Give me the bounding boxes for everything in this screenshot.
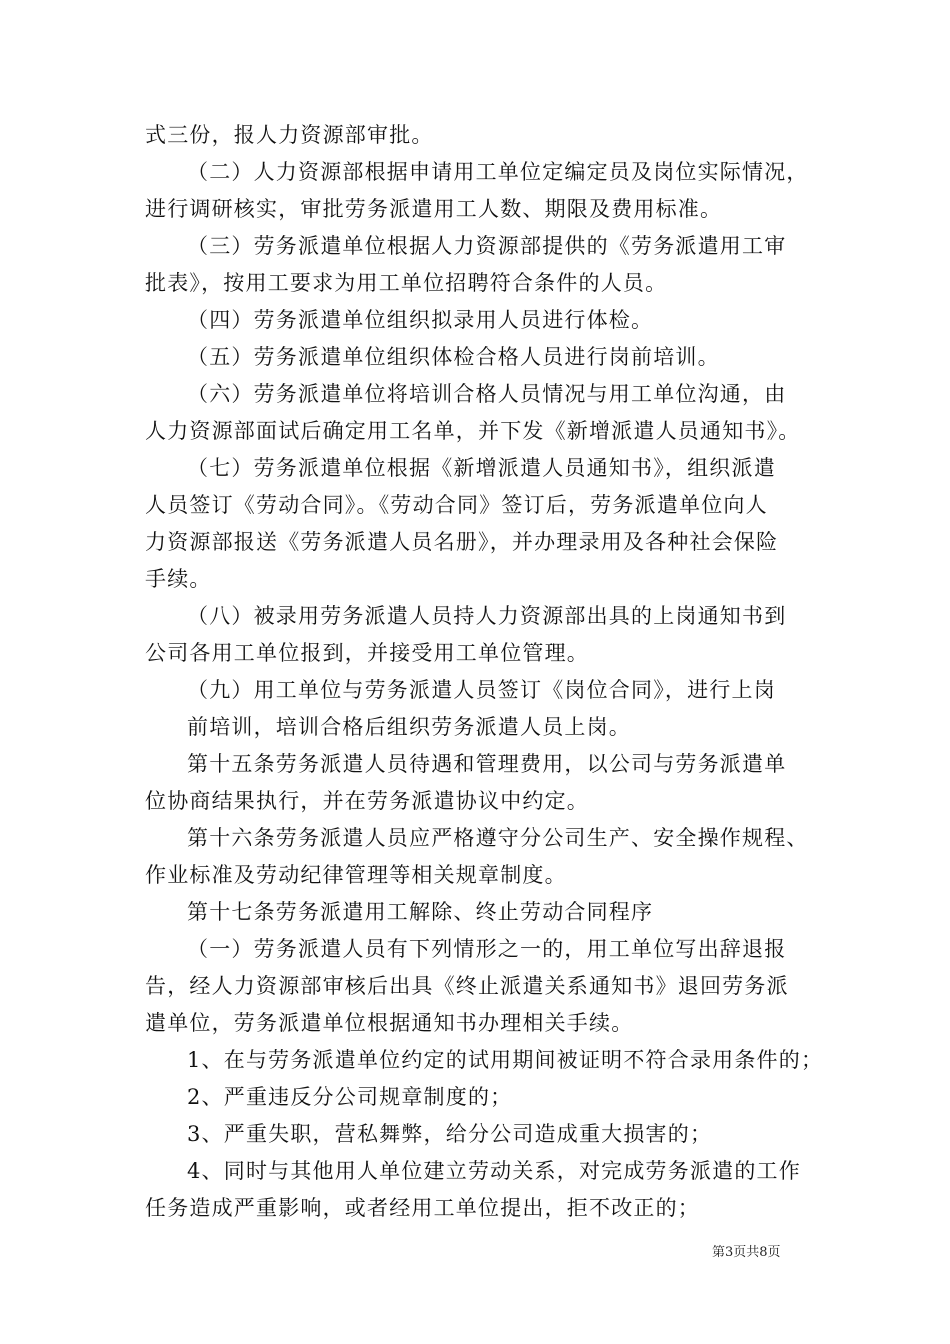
text-line: （三）劳务派遣单位根据人力资源部提供的《劳务派遣用工审: [187, 234, 787, 258]
text-line: 1、在与劳务派遣单位约定的试用期间被证明不符合录用条件的；: [187, 1048, 824, 1072]
text-line: （一）劳务派遣人员有下列情形之一的，用工单位写出辞退报: [187, 937, 787, 961]
text-line: （二）人力资源部根据申请用工单位定编定员及岗位实际情况，: [187, 160, 809, 184]
text-line: 作业标准及劳动纪律管理等相关规章制度。: [145, 863, 567, 887]
page-number: 第3页共8页: [712, 1245, 781, 1260]
text-line: 第十六条劳务派遣人员应严格遵守分公司生产、安全操作规程、: [187, 826, 809, 850]
text-line: 式三份，报人力资源部审批。: [145, 123, 434, 147]
text-line: 手续。: [145, 567, 212, 591]
text-line: 进行调研核实，审批劳务派遣用工人数、期限及费用标准。: [145, 197, 723, 221]
text-line: 告，经人力资源部审核后出具《终止派遣关系通知书》退回劳务派: [145, 974, 789, 998]
text-line: 遣单位，劳务派遣单位根据通知书办理相关手续。: [145, 1011, 634, 1035]
text-line: 批表》，按用工要求为用工单位招聘符合条件的人员。: [145, 271, 668, 295]
text-line: 力资源部报送《劳务派遣人员名册》，并办理录用及各种社会保险: [145, 530, 779, 554]
text-line: （四）劳务派遣单位组织拟录用人员进行体检。: [187, 308, 654, 332]
text-line: （七）劳务派遣单位根据《新增派遣人员通知书》，组织派遣: [187, 456, 776, 480]
text-line: 公司各用工单位报到，并接受用工单位管理。: [145, 641, 589, 665]
text-line: （九）用工单位与劳务派遣人员签订《岗位合同》，进行上岗: [187, 678, 776, 702]
text-line: 前培训，培训合格后组织劳务派遣人员上岗。: [187, 715, 631, 739]
text-line: （八）被录用劳务派遣人员持人力资源部出具的上岗通知书到: [187, 604, 787, 628]
text-line: 人员签订《劳动合同》。《劳动合同》签订后，劳务派遣单位向人: [145, 493, 768, 517]
text-line: 第十五条劳务派遣人员待遇和管理费用，以公司与劳务派遣单: [187, 752, 787, 776]
text-line: 位协商结果执行，并在劳务派遣协议中约定。: [145, 789, 589, 813]
text-line: 2、严重违反分公司规章制度的；: [187, 1085, 513, 1109]
text-line: （五）劳务派遣单位组织体检合格人员进行岗前培训。: [187, 345, 720, 369]
text-line: （六）劳务派遣单位将培训合格人员情况与用工单位沟通，由: [187, 382, 787, 406]
text-line: 4、同时与其他用人单位建立劳动关系，对完成劳务派遣的工作: [187, 1159, 801, 1183]
text-line: 第十七条劳务派遣用工解除、终止劳动合同程序: [187, 900, 654, 924]
text-line: 任务造成严重影响，或者经用工单位提出，拒不改正的；: [145, 1196, 700, 1220]
text-line: 3、严重失职，营私舞弊，给分公司造成重大损害的；: [187, 1122, 713, 1146]
text-line: 人力资源部面试后确定用工名单，并下发《新增派遣人员通知书》。: [145, 419, 801, 443]
